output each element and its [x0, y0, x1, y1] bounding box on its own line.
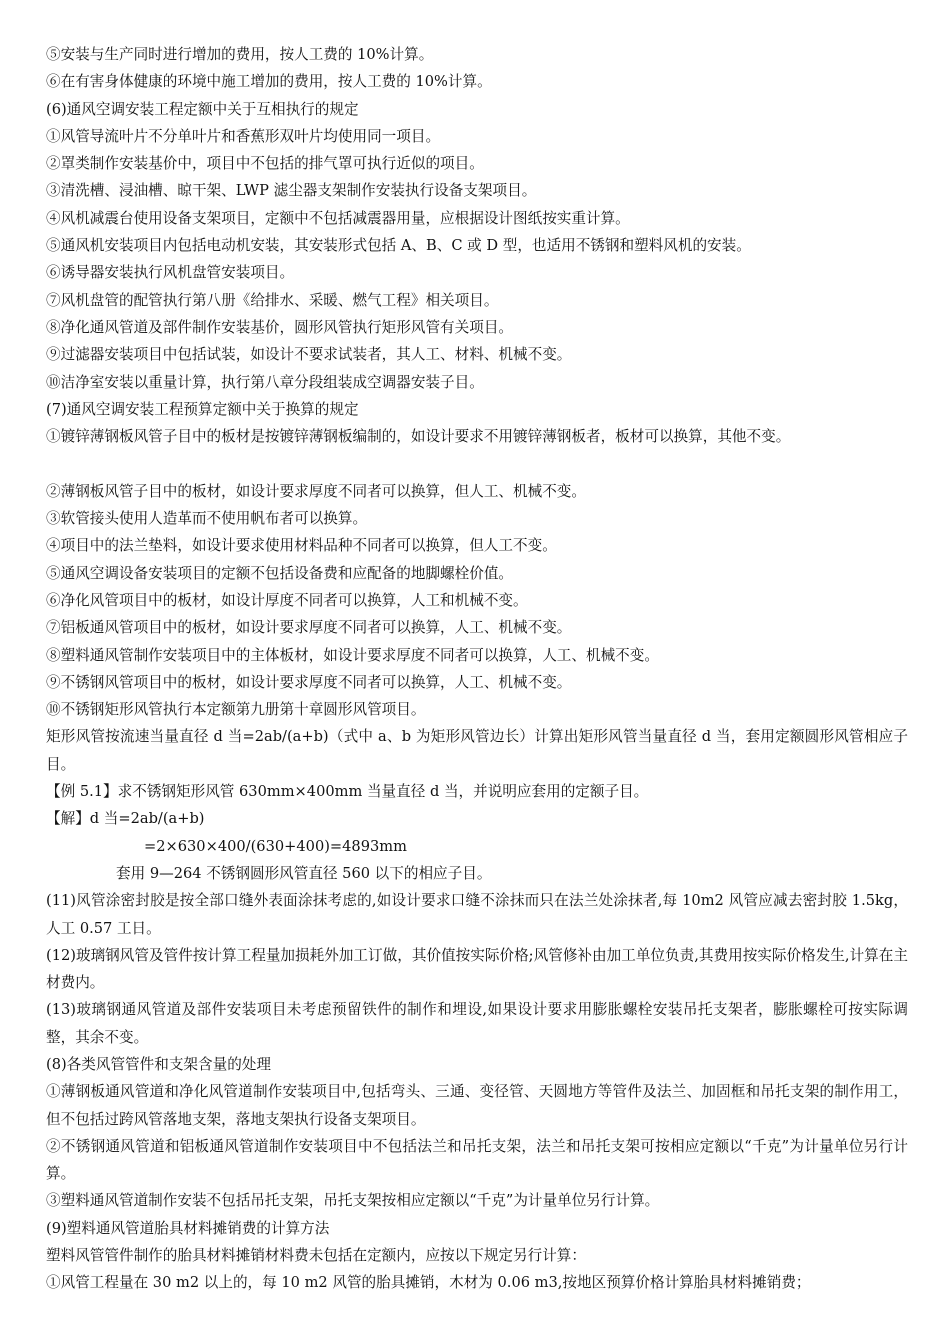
text-line: ①风管工程量在 30 m2 以上的，每 10 m2 风管的胎具摊销，木材为 0.06 m3,按地区预算价格计算胎具材料摊销费； — [46, 1274, 811, 1292]
text-line: 套用 9—264 不锈钢圆形风管直径 560 以下的相应子目。 — [116, 864, 492, 882]
text-line: ⑧塑料通风管制作安装项目中的主体板材，如设计要求厚度不同者可以换算，人工、机械不变。 — [46, 646, 659, 664]
blank-line — [46, 450, 908, 477]
example-solution: 【解】d 当=2ab/(a+b) — [46, 810, 205, 828]
paragraph: ①薄钢板通风管道和净化风管道制作安装项目中,包括弯头、三通、变径管、天圆地方等管件及法兰、加固框和吊托支架的制作用工，但不包括过跨风管落地支架，落地支架执行设备支架项目。 — [46, 1083, 908, 1128]
text-line: ③清洗槽、浸油槽、晾干架、LWP 滤尘器支架制作安装执行设备支架项目。 — [46, 182, 537, 200]
text-line: ③塑料通风管道制作安装不包括吊托支架，吊托支架按相应定额以“千克”为计量单位另行计算。 — [46, 1192, 660, 1210]
paragraph: (11)风管涂密封胶是按全部口缝外表面涂抹考虑的,如设计要求口缝不涂抹而只在法兰处涂抹者,每 10m2 风管应减去密封胶 1.5kg，人工 0.57 工日。 — [46, 892, 908, 937]
paragraph: 矩形风管按流速当量直径 d 当=2ab/(a+b)（式中 a、b 为矩形风管边长）计算出矩形风管当量直径 d 当，套用定额圆形风管相应子目。 — [46, 728, 908, 773]
text-line: ⑦铝板通风管项目中的板材，如设计要求厚度不同者可以换算，人工、机械不变。 — [46, 619, 572, 637]
text-line: ④项目中的法兰垫料，如设计要求使用材料品种不同者可以换算，但人工不变。 — [46, 537, 557, 555]
paragraph: (12)玻璃钢风管及管件按计算工程量加损耗外加工订做，其价值按实际价格;风管修补由加工单位负责,其费用按实际价格发生,计算在主材费内。 — [46, 946, 908, 992]
text-line: 塑料风管管件制作的胎具材料摊销材料费未包括在定额内，应按以下规定另行计算： — [46, 1247, 586, 1265]
text-line: ④风机减震台使用设备支架项目，定额中不包括减震器用量，应根据设计图纸按实重计算。 — [46, 209, 630, 227]
text-line: ⑦风机盘管的配管执行第八册《给排水、采暖、燃气工程》相关项目。 — [46, 291, 499, 309]
text-line: ⑤安装与生产同时进行增加的费用，按人工费的 10%计算。 — [46, 46, 434, 63]
section-heading: (8)各类风管管件和支架含量的处理 — [46, 1055, 271, 1073]
text-line: ⑩洁净室安装以重量计算，执行第八章分段组装成空调器安装子目。 — [46, 373, 484, 391]
text-line: ⑩不锈钢矩形风管执行本定额第九册第十章圆形风管项目。 — [46, 701, 426, 719]
text-line: ⑥净化风管项目中的板材，如设计厚度不同者可以换算，人工和机械不变。 — [46, 591, 528, 609]
section-heading: (7)通风空调安装工程预算定额中关于换算的规定 — [46, 400, 359, 418]
text-line: ⑥诱导器安装执行风机盘管安装项目。 — [46, 264, 295, 282]
text-line: ⑤通风机安装项目内包括电动机安装，其安装形式包括 A、B、C 或 D 型，也适用不锈钢和塑料风机的安装。 — [46, 237, 751, 255]
text-line: ②罩类制作安装基价中，项目中不包括的排气罩可执行近似的项目。 — [46, 155, 484, 173]
section-heading: (6)通风空调安装工程定额中关于互相执行的规定 — [46, 100, 359, 118]
text-line: ⑥在有害身体健康的环境中施工增加的费用，按人工费的 10%计算。 — [46, 73, 492, 91]
text-line: ⑨过滤器安装项目中包括试装，如设计不要求试装者，其人工、材料、机械不变。 — [46, 346, 572, 364]
text-line: ②薄钢板风管子目中的板材，如设计要求厚度不同者可以换算，但人工、机械不变。 — [46, 482, 586, 500]
formula-line: =2×630×400/(630+400)=4893mm — [144, 837, 407, 855]
text-line: ①镀锌薄钢板风管子目中的板材是按镀锌薄钢板编制的，如设计要求不用镀锌薄钢板者，板材可以换算，其他不变。 — [46, 428, 791, 446]
section-heading: (9)塑料通风管道胎具材料摊销费的计算方法 — [46, 1219, 330, 1237]
text-line: ①风管导流叶片不分单叶片和香蕉形双叶片均使用同一项目。 — [46, 127, 441, 145]
paragraph: (13)玻璃钢通风管道及部件安装项目未考虑预留铁件的制作和埋设,如果设计要求用膨胀螺栓安装吊托支架者，膨胀螺栓可按实际调整，其余不变。 — [46, 1001, 908, 1046]
paragraph: ②不锈钢通风管道和铝板通风管道制作安装项目中不包括法兰和吊托支架，法兰和吊托支架可按相应定额以“千克”为计量单位另行计算。 — [46, 1137, 908, 1183]
example-question: 【例 5.1】求不锈钢矩形风管 630mm×400mm 当量直径 d 当，并说明应套用的定额子目。 — [46, 783, 649, 801]
text-line: ③软管接头使用人造革而不使用帆布者可以换算。 — [46, 510, 368, 528]
text-line: ⑨不锈钢风管项目中的板材，如设计要求厚度不同者可以换算，人工、机械不变。 — [46, 673, 572, 691]
text-line: ⑧净化通风管道及部件制作安装基价，圆形风管执行矩形风管有关项目。 — [46, 318, 514, 336]
text-line: ⑤通风空调设备安装项目的定额不包括设备费和应配备的地脚螺栓价值。 — [46, 564, 514, 582]
